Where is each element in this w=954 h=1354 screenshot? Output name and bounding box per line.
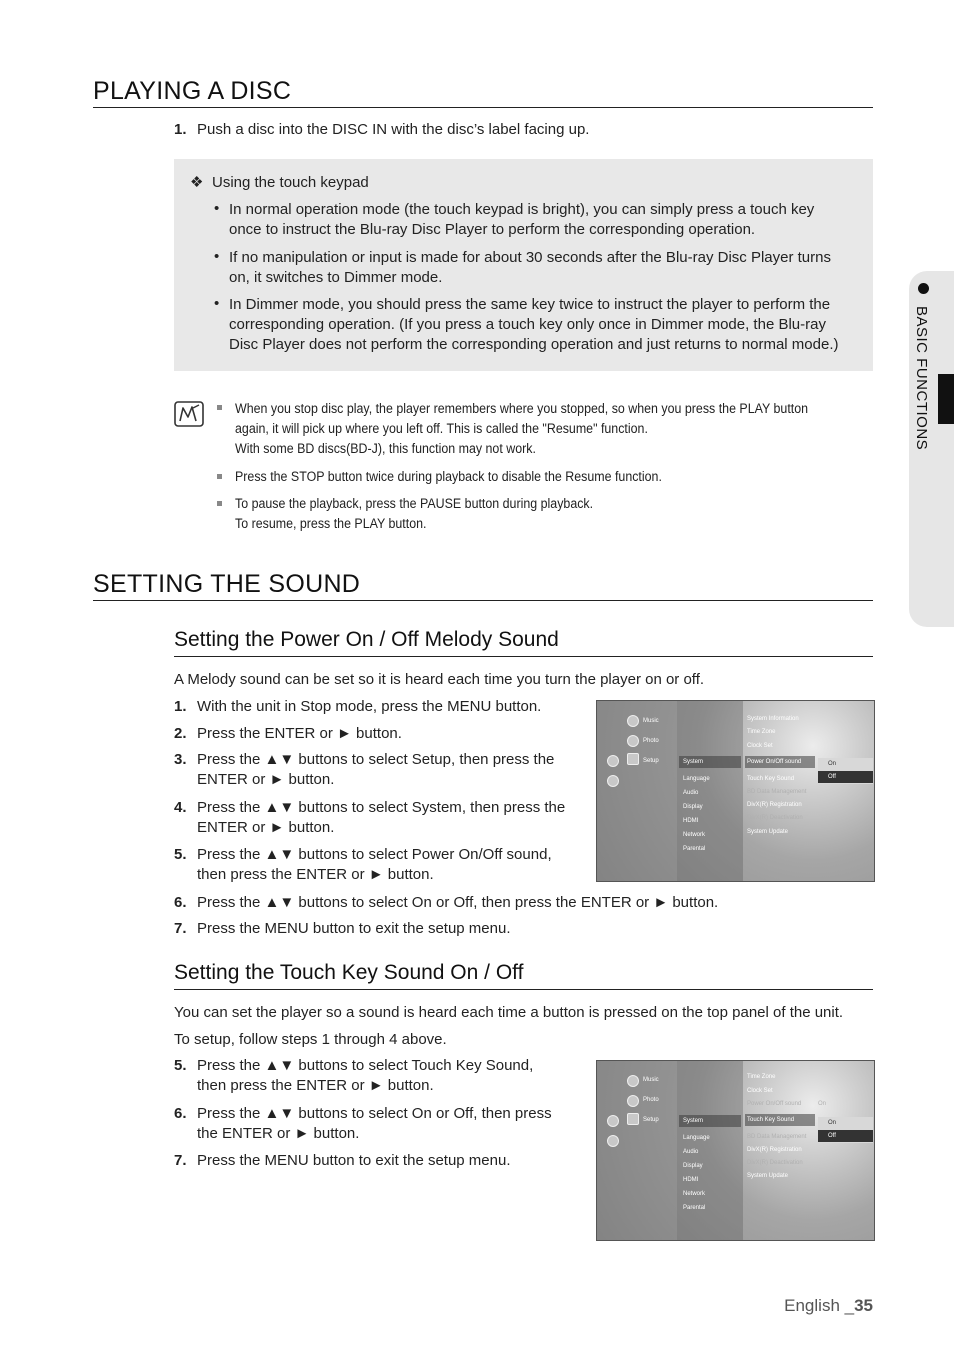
submenu-item[interactable]: Audio xyxy=(683,1149,699,1155)
step-text: Press the ▲▼ buttons to select Power On/Off sound, then press the ENTER or ► button. xyxy=(197,846,552,883)
step-text: Press the ▲▼ buttons to select Setup, then press the ENTER or ► button. xyxy=(197,751,555,788)
bullet-dot: • xyxy=(214,295,220,312)
option-item[interactable]: Off xyxy=(828,774,836,780)
step-number: 1. xyxy=(174,698,187,715)
tab-marker xyxy=(938,374,954,424)
subsection-title-touchkey: Setting the Touch Key Sound On / Off xyxy=(174,961,524,984)
step-text: Press the ▲▼ buttons to select On or Off, then press the ENTER or ► button. xyxy=(197,894,719,911)
setting-item[interactable]: Time Zone xyxy=(747,1074,776,1080)
step-number: 5. xyxy=(174,1057,187,1074)
submenu-item[interactable]: Display xyxy=(683,804,703,810)
popup-selection xyxy=(818,1130,873,1142)
setting-item[interactable]: BD Data Management xyxy=(747,1134,807,1140)
step-number: 7. xyxy=(174,920,187,937)
step-text: Push a disc into the DISC IN with the disc’s label facing up. xyxy=(197,121,590,138)
menu-item[interactable]: Setup xyxy=(643,758,659,764)
setting-item[interactable]: Touch Key Sound xyxy=(747,1117,795,1123)
step-number: 7. xyxy=(174,1152,187,1169)
setting-item[interactable]: Power On/Off sound xyxy=(747,1101,802,1107)
step-number: 1. xyxy=(174,121,187,138)
setting-item[interactable]: Clock Set xyxy=(747,743,773,749)
setup-screen-2 xyxy=(596,1060,875,1241)
note-bullet xyxy=(217,405,222,410)
setting-item[interactable]: DivX(R) Deactivation xyxy=(747,1160,803,1166)
setting-item[interactable]: System Information xyxy=(747,716,799,722)
box-bullet-1: In normal operation mode (the touch keypad is bright), you can simply press a touch key once to instruct the Blu-ray Disc Player to perform the corresponding operation. xyxy=(229,201,815,238)
submenu-item[interactable]: Display xyxy=(683,1163,703,1169)
side-tab-label: BASIC FUNCTIONS xyxy=(913,306,930,451)
menu-item[interactable]: Music xyxy=(643,1077,659,1083)
submenu-item[interactable]: HDMI xyxy=(683,818,699,824)
title-rule xyxy=(93,600,873,601)
subtitle-rule xyxy=(174,656,873,657)
setup-screen-1 xyxy=(596,700,875,882)
submenu-item[interactable]: HDMI xyxy=(683,1177,699,1183)
setting-value: On xyxy=(818,1101,827,1107)
submenu-item[interactable]: Parental xyxy=(683,846,706,852)
note-1: When you stop disc play, the player remembers where you stopped, so when you press the PLAY button again, it will pick up where you left off. This is called the "Resume" function. With some BD discs(BD-J), this function may not work. xyxy=(235,401,809,456)
main-menu xyxy=(597,701,677,881)
subsection-title-melody: Setting the Power On / Off Melody Sound xyxy=(174,628,559,651)
note-2: Press the STOP button twice during playback to disable the Resume function. xyxy=(235,469,662,484)
step-number: 5. xyxy=(174,846,187,863)
setting-item[interactable]: DivX(R) Registration xyxy=(747,1147,802,1153)
option-item[interactable]: Off xyxy=(828,1133,836,1139)
step-number: 6. xyxy=(174,1105,187,1122)
submenu-item[interactable]: Language xyxy=(683,1135,710,1141)
melody-intro: A Melody sound can be set so it is heard each time you turn the player on or off. xyxy=(174,671,705,688)
note-bullet xyxy=(217,474,222,479)
disc-icon xyxy=(607,1115,619,1127)
step-text: Press the ▲▼ buttons to select Touch Key Sound, then press the ENTER or ► button. xyxy=(197,1057,534,1094)
touchkey-intro-2: To setup, follow steps 1 through 4 above. xyxy=(174,1031,447,1048)
step-number: 4. xyxy=(174,799,187,816)
note-bullet xyxy=(217,501,222,506)
menu-item[interactable]: Photo xyxy=(643,1097,659,1103)
disc-icon xyxy=(607,755,619,767)
section-title-playing: PLAYING A DISC xyxy=(93,77,292,105)
note-icon xyxy=(174,401,204,432)
setting-item[interactable]: Touch Key Sound xyxy=(747,776,795,782)
bullet-dot: • xyxy=(214,248,220,265)
section-title-sound: SETTING THE SOUND xyxy=(93,570,361,598)
globe-icon xyxy=(607,1135,619,1147)
submenu-item[interactable]: Audio xyxy=(683,790,699,796)
main-menu xyxy=(597,1061,677,1240)
popup-selection xyxy=(818,771,873,783)
menu-item[interactable]: Music xyxy=(643,718,659,724)
submenu-item[interactable]: Network xyxy=(683,832,706,838)
step-number: 3. xyxy=(174,751,187,768)
submenu-item[interactable]: Language xyxy=(683,776,710,782)
step-text: Press the ▲▼ buttons to select System, then press the ENTER or ► button. xyxy=(197,799,566,836)
photo-icon xyxy=(627,1095,639,1107)
option-item[interactable]: On xyxy=(828,1120,837,1126)
menu-item[interactable]: Photo xyxy=(643,738,659,744)
tab-dot xyxy=(918,283,929,294)
step-text: Press the ENTER or ► button. xyxy=(197,725,402,742)
step-text: Press the MENU button to exit the setup menu. xyxy=(197,1152,511,1169)
box-bullet-3: In Dimmer mode, you should press the same key twice to instruct the player to perform the corresponding operation. (If you press a touch key only once in Dimmer mode, the Blu-ray Disc Player does not perform the corresponding operation and just returns to normal mode.) xyxy=(229,296,839,353)
page-footer: English _35 xyxy=(784,1296,873,1315)
step-text: With the unit in Stop mode, press the MENU button. xyxy=(197,698,542,715)
box-heading: Using the touch keypad xyxy=(212,174,369,191)
option-item[interactable]: On xyxy=(828,761,837,767)
music-icon xyxy=(627,1075,639,1087)
setting-item[interactable]: DivX(R) Registration xyxy=(747,802,802,808)
step-text: Press the MENU button to exit the setup menu. xyxy=(197,920,511,937)
setting-item[interactable]: System Update xyxy=(747,829,789,835)
setting-item[interactable]: Time Zone xyxy=(747,729,776,735)
note-3: To pause the playback, press the PAUSE button during playback. To resume, press the PLAY button. xyxy=(235,496,594,531)
setting-item[interactable]: BD Data Management xyxy=(747,789,807,795)
step-number: 6. xyxy=(174,894,187,911)
submenu-item[interactable]: Parental xyxy=(683,1205,706,1211)
bullet-dot: • xyxy=(214,200,220,217)
box-glyph: ❖ xyxy=(190,174,204,191)
touchkey-intro: You can set the player so a sound is heard each time a button is pressed on the top panel of the unit. xyxy=(174,1004,844,1021)
gear-icon xyxy=(627,753,639,765)
globe-icon xyxy=(607,775,619,787)
setting-item[interactable]: Power On/Off sound xyxy=(747,759,802,765)
menu-item[interactable]: Setup xyxy=(643,1117,659,1123)
step-text: Press the ▲▼ buttons to select On or Off, then press the ENTER or ► button. xyxy=(197,1105,552,1142)
subtitle-rule xyxy=(174,989,873,990)
box-bullet-2: If no manipulation or input is made for about 30 seconds after the Blu-ray Disc Player turns on, it switches to Dimmer mode. xyxy=(229,249,831,286)
setting-item[interactable]: System Update xyxy=(747,1173,789,1179)
submenu-item[interactable]: System xyxy=(683,759,704,765)
submenu-item[interactable]: Network xyxy=(683,1191,706,1197)
submenu-item[interactable]: System xyxy=(683,1118,704,1124)
photo-icon xyxy=(627,735,639,747)
setting-item[interactable]: Clock Set xyxy=(747,1088,773,1094)
step-number: 2. xyxy=(174,725,187,742)
title-rule xyxy=(93,107,873,108)
gear-icon xyxy=(627,1113,639,1125)
setting-item[interactable]: DivX(R) Deactivation xyxy=(747,815,803,821)
music-icon xyxy=(627,715,639,727)
